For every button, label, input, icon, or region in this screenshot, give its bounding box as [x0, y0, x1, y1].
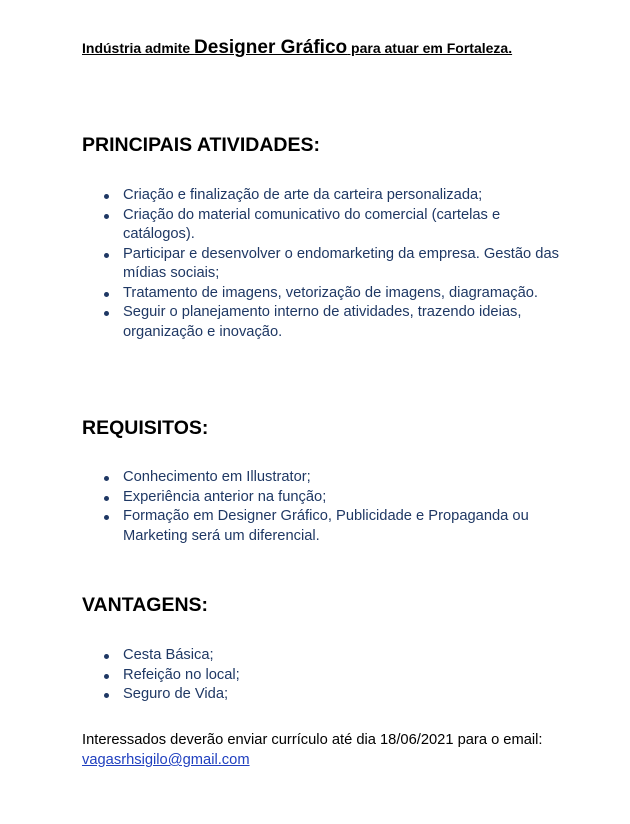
list-item-text: Conhecimento em Illustrator; [123, 469, 311, 485]
list-item [100, 488, 570, 508]
list-item-text: Seguro de Vida; [123, 686, 229, 702]
list-item-text: Criação do material comunicativo do comercial (cartelas e catálogos). [123, 206, 501, 242]
bullet-icon [104, 253, 109, 258]
bullet-icon [104, 292, 109, 297]
email-link[interactable]: vagasrhsigilo@gmail.com [82, 752, 250, 768]
footer-text: Interessados deverão enviar currículo até dia 18/06/2021 para o email: [82, 732, 543, 748]
list-item-text: Tratamento de imagens, vetorização de imagens, diagramação. [123, 284, 539, 301]
list-item [100, 646, 570, 666]
section-title-vantagens: VANTAGENS: [82, 594, 209, 616]
section-title-requisitos: REQUISITOS: [82, 417, 209, 439]
bullet-icon [104, 311, 109, 316]
application-instructions [82, 730, 562, 770]
headline-role: Designer Gráfico [194, 37, 348, 58]
activities-list [100, 186, 570, 342]
list-item-text: Cesta Básica; [123, 647, 214, 663]
bullet-icon [104, 674, 109, 679]
bullet-icon [104, 654, 109, 659]
list-item-text: Criação e finalização de arte da carteira personalizada; [123, 187, 483, 203]
list-item [100, 468, 570, 488]
bullet-icon [104, 194, 109, 199]
list-item-text: Refeição no local; [123, 666, 240, 683]
list-item-text: Formação em Designer Gráfico, Publicidade e Propaganda ou Marketing será um diferencial. [123, 508, 529, 544]
list-item [100, 685, 570, 705]
headline-suffix: para atuar em Fortaleza. [347, 40, 513, 56]
bullet-icon [104, 693, 109, 698]
list-item-text: Participar e desenvolver o endomarketing da empresa. Gestão das mídias sociais; [123, 245, 559, 281]
bullet-icon [104, 214, 109, 219]
list-item [100, 245, 570, 284]
list-item [100, 666, 570, 686]
benefits-list [100, 646, 570, 705]
bullet-icon [104, 496, 109, 501]
bullet-icon [104, 515, 109, 520]
list-item-text: Seguir o planejamento interno de atividades, trazendo ideias, organização e inovação. [123, 304, 522, 340]
list-item-text: Experiência anterior na função; [123, 488, 327, 505]
list-item [100, 303, 570, 342]
requirements-list [100, 468, 570, 546]
list-item [100, 507, 570, 546]
list-item [100, 284, 570, 304]
section-title-atividades: PRINCIPAIS ATIVIDADES: [82, 134, 320, 156]
headline [82, 38, 552, 58]
list-item [100, 206, 570, 245]
list-item [100, 186, 570, 206]
headline-prefix: Indústria admite [82, 40, 195, 56]
bullet-icon [104, 476, 109, 481]
